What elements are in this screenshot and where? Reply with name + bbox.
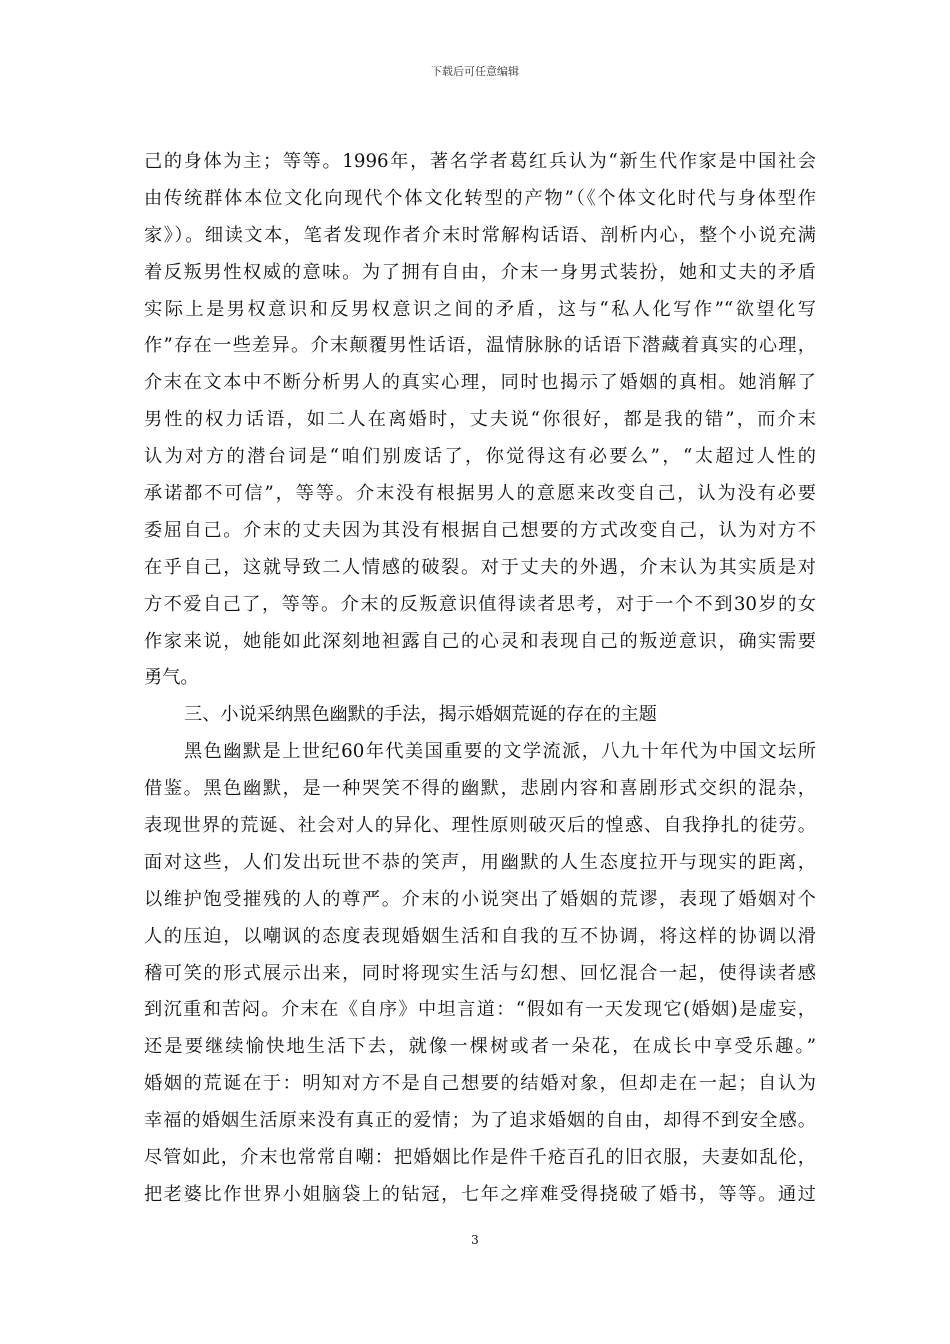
text-line: 方不爱自己了，等等。介末的反叛意识值得读者思考，对于一个不到30岁的女 [144, 593, 816, 615]
text-line: 尽管如此，介末也常常自嘲：把婚姻比作是件千疮百孔的旧衣服，夫妻如乱伦， [144, 1147, 816, 1169]
text-line: 承诺都不可信”，等等。介末没有根据男人的意愿来改变自己，认为没有必要 [144, 483, 816, 505]
text-line: 作”存在一些差异。介末颠覆男性话语，温情脉脉的话语下潜藏着真实的心理， [144, 335, 816, 357]
text-line: 男性的权力话语，如二人在离婚时，丈夫说“你很好，都是我的错”，而介末 [144, 409, 816, 431]
text-line: 借鉴。黑色幽默，是一种哭笑不得的幽默，悲剧内容和喜剧形式交织的混杂， [144, 778, 816, 800]
section-heading: 三、小说采纳黑色幽默的手法，揭示婚姻荒诞的存在的主题 [184, 704, 657, 726]
text-line: 己的身体为主；等等。1996年，著名学者葛红兵认为“新生代作家是中国社会 [144, 151, 816, 172]
text-line: 家》）。细读文本，笔者发现作者介末时常解构话语、剖析内心，整个小说充满 [144, 224, 816, 246]
text-line: 由传统群体本位文化向现代个体文化转型的产物”（《个体文化时代与身体型作 [144, 187, 816, 209]
page-number: 3 [471, 1233, 479, 1247]
text-line: 表现世界的荒诞、社会对人的异化、理性原则破灭后的惶惑、自我挣扎的徒劳。 [144, 815, 816, 837]
text-line: 人的压迫，以嘲讽的态度表现婚姻生活和自我的互不协调，将这样的协调以滑 [144, 925, 816, 947]
text-line: 稽可笑的形式展示出来，同时将现实生活与幻想、回忆混合一起，使得读者感 [144, 962, 816, 984]
text-line: 面对这些，人们发出玩世不恭的笑声，用幽默的人生态度拉开与现实的距离， [144, 851, 816, 873]
text-line: 委屈自己。介末的丈夫因为其没有根据自己想要的方式改变自己，认为对方不 [144, 519, 816, 541]
text-line: 以维护饱受摧残的人的尊严。介末的小说突出了婚姻的荒谬，表现了婚姻对个 [144, 888, 816, 910]
text-line: 介末在文本中不断分析男人的真实心理，同时也揭示了婚姻的真相。她消解了 [144, 372, 816, 394]
text-line: 到沉重和苦闷。介末在《自序》中坦言道：“假如有一天发现它(婚姻)是虚妄， [144, 999, 816, 1021]
text-line: 幸福的婚姻生活原来没有真正的爱情；为了追求婚姻的自由，却得不到安全感。 [144, 1110, 816, 1132]
text-line: 勇气。 [144, 667, 199, 689]
text-line: 认为对方的潜台词是“咱们别废话了，你觉得这有必要么”，“太超过人性的 [144, 446, 816, 468]
text-line: 把老婆比作世界小姐脑袋上的钻冠，七年之痒难受得挠破了婚书，等等。通过 [144, 1183, 816, 1205]
text-line: 婚姻的荒诞在于：明知对方不是自己想要的结婚对象，但却走在一起；自认为 [144, 1073, 816, 1095]
text-line: 着反叛男性权威的意味。为了拥有自由，介末一身男式装扮，她和丈夫的矛盾 [144, 261, 816, 283]
text-line: 作家来说，她能如此深刻地袒露自己的心灵和表现自己的叛逆意识，确实需要 [144, 630, 816, 652]
text-line: 在乎自己，这就导致二人情感的破裂。对于丈夫的外遇，介末认为其实质是对 [144, 556, 816, 578]
text-line: 实际上是男权意识和反男权意识之间的矛盾，这与“私人化写作”“欲望化写 [144, 298, 816, 320]
text-line: 还是要继续愉快地生活下去，就像一棵树或者一朵花，在成长中享受乐趣。” [144, 1036, 816, 1058]
text-line: 黑色幽默是上世纪60年代美国重要的文学流派，八九十年代为中国文坛所 [184, 741, 816, 763]
page-header: 下载后可任意编辑 [431, 65, 519, 78]
body-text [144, 144, 816, 1214]
